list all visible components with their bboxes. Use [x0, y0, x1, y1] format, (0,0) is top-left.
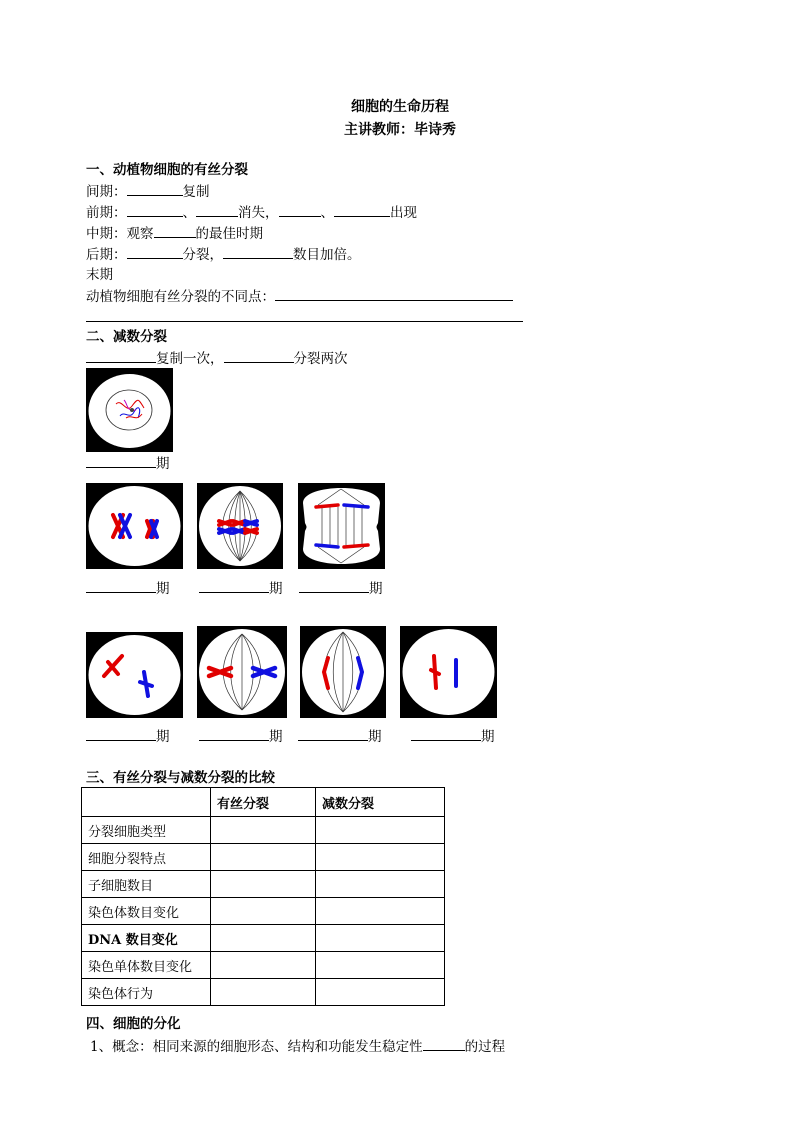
- prophase-mid: 消失，: [238, 205, 279, 221]
- blank-field[interactable]: [127, 181, 183, 196]
- meiosis-intro-mid: 复制一次，: [156, 351, 224, 367]
- column-header-meiosis: 减数分裂: [316, 788, 445, 817]
- period-suffix: 期: [269, 581, 283, 597]
- table-cell[interactable]: [316, 844, 445, 871]
- metaphase-suffix: 的最佳时期: [195, 226, 263, 242]
- period-suffix: 期: [269, 729, 283, 745]
- table-header-row: [82, 788, 445, 817]
- section2-heading: 二、减数分裂: [86, 329, 167, 345]
- table-cell[interactable]: [316, 871, 445, 898]
- blank-field[interactable]: [86, 578, 156, 593]
- blank-field[interactable]: [127, 202, 183, 217]
- table-cell[interactable]: [211, 925, 316, 952]
- table-row: [82, 979, 445, 1006]
- interphase-cell-image: [86, 368, 173, 452]
- metaphase-I-cell-image: [197, 483, 283, 569]
- table-cell[interactable]: [211, 871, 316, 898]
- period-suffix: 期: [156, 581, 170, 597]
- prophase-line: [86, 202, 417, 223]
- blank-field[interactable]: [86, 453, 156, 468]
- meiosis-intro-line: [86, 348, 348, 369]
- period-suffix: 期: [368, 729, 382, 745]
- row-label: 子细胞数目: [82, 871, 211, 898]
- concept-suffix: 的过程: [464, 1039, 506, 1055]
- row-label: 分裂细胞类型: [82, 817, 211, 844]
- anaphase-line: [86, 244, 361, 265]
- answer-line[interactable]: [86, 321, 523, 322]
- section3-heading: 三、有丝分裂与减数分裂的比较: [86, 770, 275, 786]
- blank-field[interactable]: [199, 578, 269, 593]
- table-cell[interactable]: [316, 898, 445, 925]
- difference-line: [86, 286, 513, 307]
- table-cell[interactable]: [211, 898, 316, 925]
- blank-field[interactable]: [199, 726, 269, 741]
- anaphase-suffix: 数目加倍。: [293, 247, 361, 263]
- blank-field[interactable]: [154, 223, 196, 238]
- period-label-7: [298, 726, 382, 747]
- page-title: 细胞的生命历程: [351, 99, 449, 115]
- table-row: [82, 871, 445, 898]
- prophase-I-cell-image: [86, 483, 183, 569]
- blank-field[interactable]: [275, 286, 513, 301]
- table-cell[interactable]: [316, 952, 445, 979]
- period-label-1: [86, 453, 170, 474]
- blank-field[interactable]: [423, 1036, 465, 1051]
- table-row: [82, 817, 445, 844]
- anaphase-I-cell-image: [298, 483, 385, 569]
- blank-field[interactable]: [223, 244, 293, 259]
- metaphase-label: 中期：观察: [86, 226, 154, 242]
- table-corner-cell: [82, 788, 211, 817]
- period-suffix: 期: [156, 729, 170, 745]
- period-label-3: [199, 578, 283, 599]
- table-cell[interactable]: [211, 817, 316, 844]
- column-header-mitosis: 有丝分裂: [211, 788, 316, 817]
- prophase-II-cell-image: [86, 632, 183, 718]
- section1-heading: 一、动植物细胞的有丝分裂: [86, 162, 248, 178]
- metaphase-line: [86, 223, 263, 244]
- anaphase-II-cell-image: [300, 626, 386, 718]
- period-label-8: [411, 726, 495, 747]
- interphase-label: 间期：: [86, 184, 127, 200]
- blank-field[interactable]: [224, 348, 294, 363]
- period-suffix: 期: [481, 729, 495, 745]
- blank-field[interactable]: [127, 244, 183, 259]
- period-label-2: [86, 578, 170, 599]
- prophase-suffix: 出现: [390, 205, 417, 221]
- interphase-line: [86, 181, 210, 202]
- period-label-4: [299, 578, 383, 599]
- period-label-5: [86, 726, 170, 747]
- telophase-line: 末期: [86, 267, 113, 283]
- interphase-suffix: 复制: [182, 184, 210, 200]
- table-cell[interactable]: [211, 844, 316, 871]
- table-row: [82, 925, 445, 952]
- anaphase-label: 后期：: [86, 247, 127, 263]
- row-label: 染色体行为: [82, 979, 211, 1006]
- comparison-table: [81, 787, 445, 1006]
- prophase-label: 前期：: [86, 205, 127, 221]
- prophase-sep: 、: [182, 205, 196, 221]
- table-cell[interactable]: [316, 817, 445, 844]
- anaphase-mid: 分裂，: [182, 247, 223, 263]
- table-cell[interactable]: [316, 925, 445, 952]
- blank-field[interactable]: [196, 202, 238, 217]
- blank-field[interactable]: [299, 578, 369, 593]
- prophase-sep2: 、: [320, 205, 334, 221]
- blank-field[interactable]: [298, 726, 368, 741]
- concept-label: 1、概念：相同来源的细胞形态、结构和功能发生稳定性: [90, 1039, 423, 1055]
- row-label: DNA 数目变化: [82, 925, 211, 952]
- table-cell[interactable]: [211, 952, 316, 979]
- meiosis-intro-suffix: 分裂两次: [293, 351, 348, 367]
- table-cell[interactable]: [211, 979, 316, 1006]
- table-row: [82, 844, 445, 871]
- blank-field[interactable]: [334, 202, 390, 217]
- page-subtitle: 主讲教师：毕诗秀: [344, 122, 456, 138]
- difference-label: 动植物细胞有丝分裂的不同点：: [86, 289, 275, 305]
- metaphase-II-cell-image: [197, 626, 287, 718]
- telophase-II-cell-image: [400, 626, 497, 718]
- section4-heading: 四、细胞的分化: [86, 1016, 181, 1032]
- period-label-6: [199, 726, 283, 747]
- table-row: [82, 898, 445, 925]
- blank-field[interactable]: [279, 202, 321, 217]
- row-label: 细胞分裂特点: [82, 844, 211, 871]
- table-row: [82, 952, 445, 979]
- differentiation-concept-line: [90, 1036, 505, 1057]
- period-suffix: 期: [156, 456, 170, 472]
- blank-field[interactable]: [411, 726, 481, 741]
- period-suffix: 期: [369, 581, 383, 597]
- table-cell[interactable]: [316, 979, 445, 1006]
- blank-field[interactable]: [86, 348, 156, 363]
- row-label: 染色体数目变化: [82, 898, 211, 925]
- blank-field[interactable]: [86, 726, 156, 741]
- row-label: 染色单体数目变化: [82, 952, 211, 979]
